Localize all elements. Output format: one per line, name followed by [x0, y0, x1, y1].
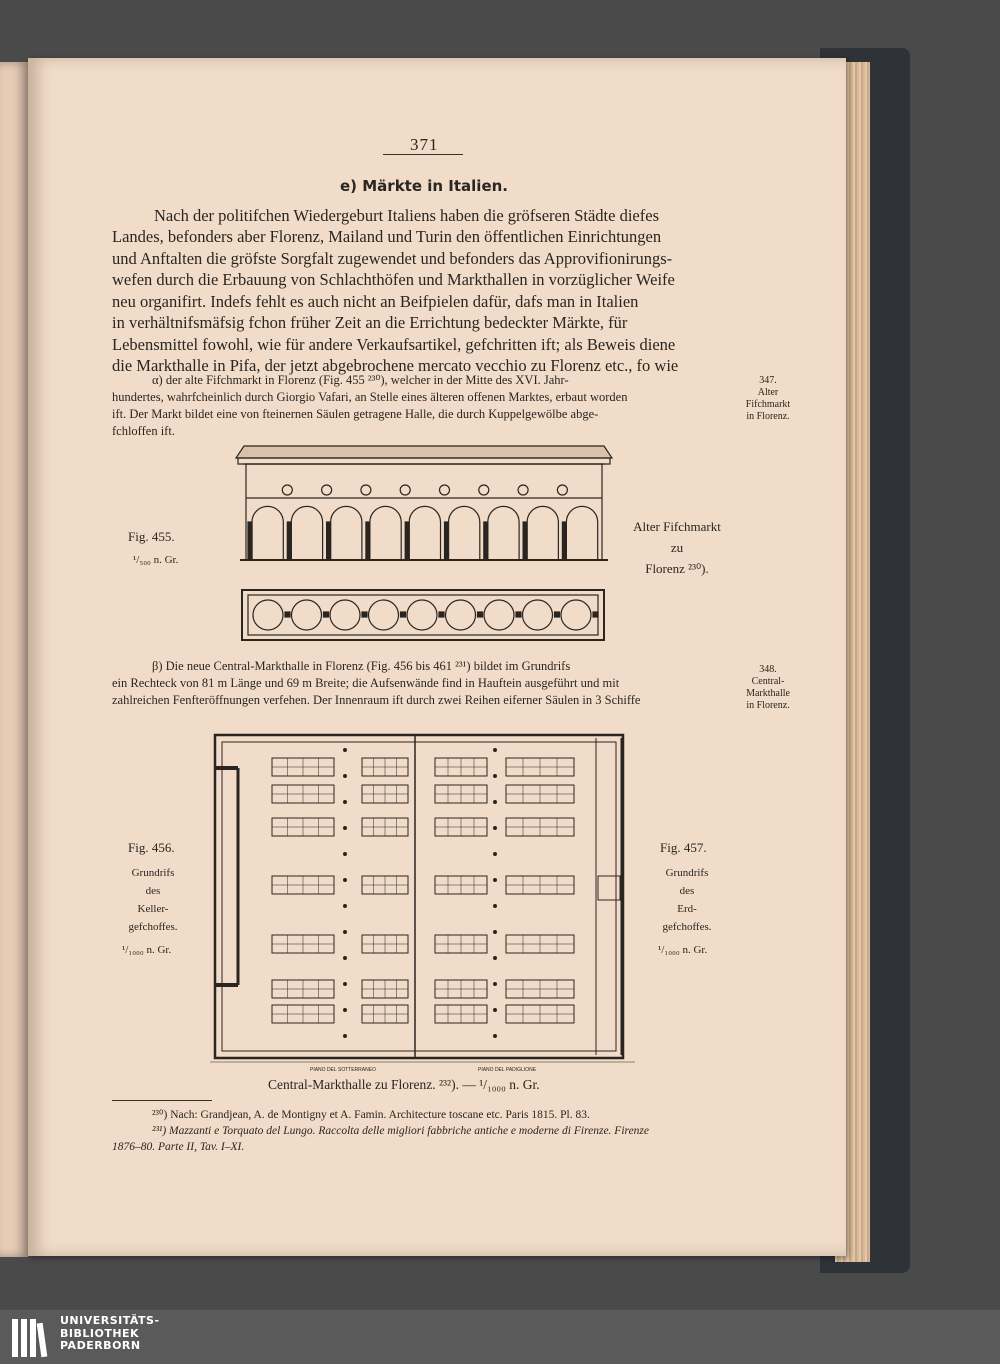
fig456-label: Fig. 456. [128, 840, 175, 855]
alpha-line: fchloffen ift. [112, 424, 175, 438]
intro-line: Nach der politifchen Wiedergeburt Italiens haben die gröfseren Städte diefes [154, 206, 659, 225]
margin-note-348 [733, 664, 803, 712]
footnote-rule [112, 1100, 212, 1101]
fig457-caption [646, 864, 728, 936]
fig457-scale: ¹/₁₀₀₀ n. Gr. [658, 944, 708, 956]
footnote-230: ²³⁰) Nach: Grandjean, A. de Montigny et A. Famin. Architecture toscane etc. Paris 1815. Pl. 83. [152, 1109, 590, 1121]
page-number-rule [383, 154, 463, 155]
margin-note-line: Fifchmarkt [745, 399, 791, 410]
beta-line: ein Rechteck von 81 m Länge und 69 m Breite; die Aufsenwände find in Hauftein ausgeführt und mit [112, 676, 620, 690]
library-logo-icon [10, 1317, 50, 1359]
caption-line: Florenz ²³⁰). [645, 561, 709, 576]
caption-line: gefchoffes. [662, 921, 712, 933]
fish-market-elevation [236, 446, 612, 560]
section-heading: e) Märkte in Italien. [340, 177, 508, 195]
fig456-caption [112, 864, 194, 936]
margin-note-line: Markthalle [746, 688, 790, 699]
caption-line: zu [670, 540, 684, 555]
intro-line: Lebensmittel fowohl, wie für andere Verkaufsartikel, gefchritten ift; als Beweis diene [112, 335, 676, 354]
intro-line: und Anftalten die gröfste Sorgfalt zugewendet und befonders das Approvifionirungs- [112, 249, 673, 268]
caption-line: Alter Fifchmarkt [633, 519, 721, 534]
left-page-edge [0, 62, 28, 1257]
margin-note-line: 347. [759, 375, 777, 386]
fig455-drawing [232, 442, 616, 647]
caption-line: Keller- [137, 903, 169, 915]
plan-label-right: PIANO DEL PADIGLIONE [478, 1067, 537, 1073]
beta-line: zahlreichen Fenfteröffnungen verfehen. Der Innenraum ift durch zwei Reihen eiferner Säulen in 3 Schiffe [112, 693, 641, 707]
intro-line: Landes, befonders aber Florenz, Mailand und Turin den öffentlichen Einrichtungen [112, 227, 662, 246]
caption-line: des [145, 885, 161, 897]
alpha-line: hundertes, wahrfcheinlich durch Giorgio Vafari, an Stelle eines älteren offenen Marktes, erbaut worden [112, 390, 628, 404]
market-hall-floor-plan [210, 730, 635, 1075]
margin-note-line: in Florenz. [746, 700, 790, 711]
margin-note-line: in Florenz. [746, 411, 790, 422]
caption-line: Grundrifs [665, 867, 709, 879]
caption-line: Erd- [677, 903, 697, 915]
fig456-scale: ¹/₁₀₀₀ n. Gr. [122, 944, 172, 956]
intro-line: neu organifirt. Indefs fehlt es auch nicht an Beifpielen dafür, dafs man in Italien [112, 292, 639, 311]
margin-note-line: 348. [759, 664, 777, 675]
page-number: 371 [410, 135, 439, 154]
logo-line: UNIVERSITÄTS- [60, 1314, 160, 1327]
beta-line: β) Die neue Central-Markthalle in Florenz (Fig. 456 bis 461 ²³¹) bildet im Grundrifs [152, 659, 571, 673]
intro-line: in verhältnifsmäfsig fchon früher Zeit an die Errichtung bedeckter Märkte, für [112, 313, 628, 332]
fig455-scale: ¹/₅₀₀ n. Gr. [133, 554, 179, 566]
library-logo-text [60, 1315, 160, 1353]
caption-line: des [679, 885, 695, 897]
margin-note-line: Central- [751, 676, 785, 687]
alpha-line: α) der alte Fifchmarkt in Florenz (Fig. 455 ²³⁰), welcher in der Mitte des XVI. Jahr- [152, 373, 569, 387]
logo-line: BIBLIOTHEK [60, 1326, 140, 1340]
margin-note-line: Alter [757, 387, 779, 398]
footnote-231-cont: 1876–80. Parte II, Tav. I–XI. [112, 1141, 245, 1153]
intro-line: wefen durch die Erbauung von Schlachthöfen und Markthallen in vorzüglicher Weife [112, 270, 675, 289]
fig455-label: Fig. 455. [128, 529, 175, 544]
fish-market-plan [242, 590, 604, 640]
margin-note-347 [733, 375, 803, 423]
caption-line: Grundrifs [131, 867, 175, 879]
fig455-caption [617, 516, 737, 579]
plan-caption: Central-Markthalle zu Florenz. ²³²). — ¹/₁₀₀₀ n. Gr. [268, 1077, 540, 1092]
logo-line: PADERBORN [60, 1339, 141, 1352]
alpha-line: ift. Der Markt bildet eine von fteinernen Säulen getragene Halle, die durch Kuppelgewölbe abge- [112, 407, 599, 421]
fig457-label: Fig. 457. [660, 840, 707, 855]
footnote-231: ²³¹) Mazzanti e Torquato del Lungo. Raccolta delle migliori fabbriche antiche e moderne di Firenze. Firenze [152, 1125, 649, 1137]
plan-label-left: PIANO DEL SOTTERRANEO [310, 1067, 376, 1073]
caption-line: gefchoffes. [128, 921, 178, 933]
intro-line: die Markthalle in Pifa, der jetzt abgebrochene mercato vecchio zu Florenz etc., fo wie [112, 356, 679, 375]
